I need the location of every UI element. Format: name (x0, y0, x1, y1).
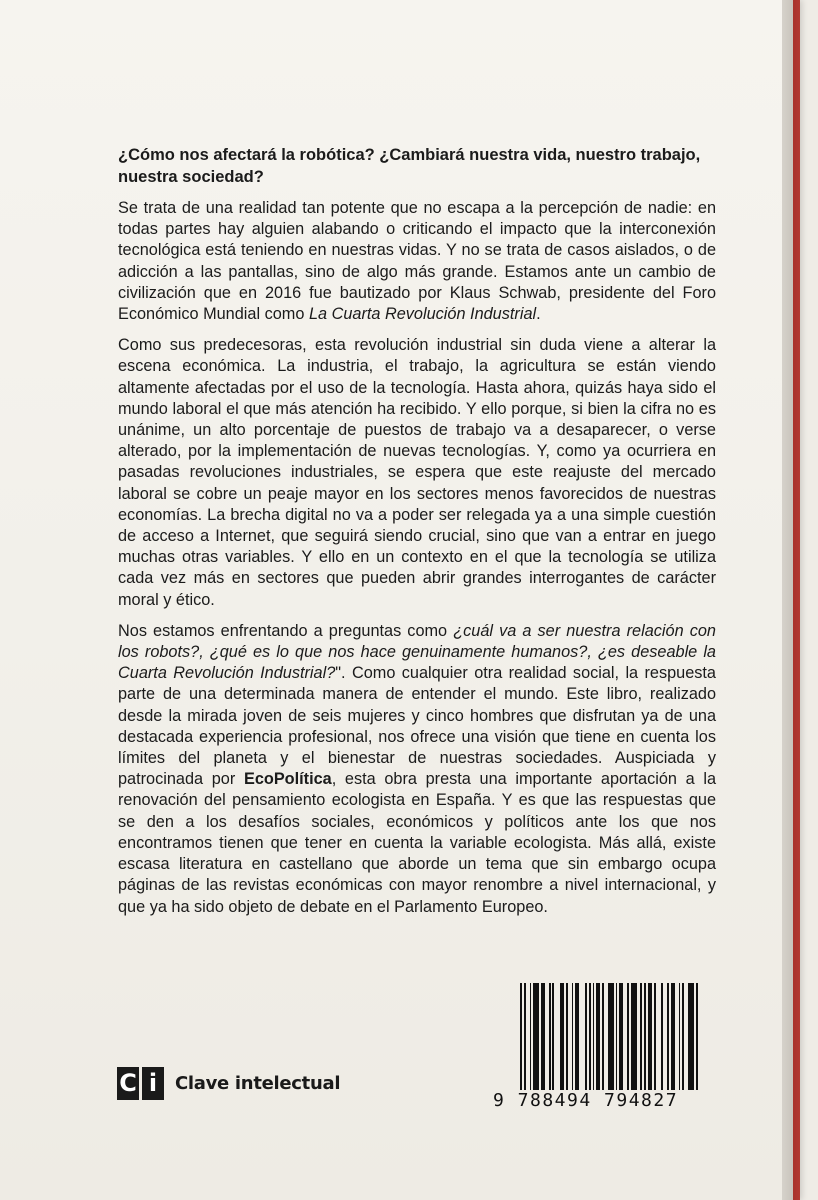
isbn-digits: 9 788494 794827 (493, 1090, 679, 1111)
paragraph-3-questions: ¿cuál va a ser nuestra relación con los robots?, ¿qué es lo que nos hace genuinamente humanos?, ¿es deseable la Cuarta Revolución Industrial? (118, 621, 716, 683)
spine-edge (782, 0, 800, 1200)
paragraph-3-sponsor: EcoPolítica (243, 770, 332, 789)
paragraph-2: Como sus predecesoras, esta revolución industrial sin duda viene a alterar la escena económica. La industria, el trabajo, la agricultura se están viendo altamente afectadas por el uso de la tecnología. Hasta ahora, quizás haya sido el mundo laboral el que más atención ha recibido. Y ello porque, si bien la cifra no es unánime, un alto porcentaje de puestos de trabajo va a desaparecer, o verse alterado, por la implementación de nuevas tecnologías. Y, como ya ocurriera en pasadas revoluciones industriales, se espera que este reajuste del mercado laboral se cobre un peaje mayor en los sectores menos favorecidos de nuestras economías. La brecha digital no va a poder ser relegada ya a una simple cuestión de acceso a Internet, que seguirá siendo crucial, sino que van a entrar en juego muchas otras variables. Y ello en un contexto en el que la tecnología se utiliza cada vez más en sectores que pueden abrir grandes interrogantes de carácter moral y ético. (118, 336, 716, 609)
logo-letter-i: i (142, 1067, 164, 1100)
paragraph-1-title: La Cuarta Revolución Industrial (308, 305, 537, 324)
isbn-barcode (493, 983, 713, 1118)
blurb-heading: ¿Cómo nos afectará la robótica? ¿Cambiará nuestra vida, nuestro trabajo, nuestra sociedad? (118, 146, 701, 186)
logo-letter-c: C (117, 1067, 139, 1100)
paragraph-1 (118, 198, 716, 325)
barcode-gap (698, 983, 700, 1090)
paragraph-3-start: Nos estamos enfrentando a preguntas como (118, 621, 454, 640)
publisher-logo (117, 1067, 340, 1100)
barcode-icon (520, 983, 700, 1090)
blurb-text (118, 145, 716, 928)
paragraph-1-text: Se trata de una realidad tan potente que no escapa a la percepción de nadie: en todas partes hay alguien alabando o criticando el impacto que la interconexión tecnológica está teniendo en nuestras vidas. Y no se trata de casos aislados, o de adicción a las pantallas, sino de algo más grande. Estamos ante un cambio de civilización que en 2016 fue bautizado por Klaus Schwab, presidente del Foro Económico Mundial como (118, 199, 716, 324)
paragraph-3-middle: ". Como cualquier otra realidad social, la respuesta parte de una determinada manera de entender el mundo. Este libro, realizado desde la mirada joven de seis mujeres y cinco hombres que disfrutan ya de una destacada experiencia profesional, nos ofrece una visión que tiene en cuenta los límites del planeta y el bienestar de nuestras sociedades. Auspiciada y patrocinada por (118, 664, 716, 789)
paragraph-3-end: , esta obra presta una importante aportación a la renovación del pensamiento ecologista en España. Y es que las respuestas que se den a los desafíos sociales, económicos y políticos ante los que nos encontramos tienen que tener en cuenta la variable ecologista. Más allá, existe escasa literatura en castellano que aborde un tema que sin embargo ocupa páginas de las revistas económicas con mayor renombre a nivel internacional, y que ya ha sido objeto de debate en el Parlamento Europeo. (118, 770, 717, 916)
paragraph-3 (118, 621, 716, 918)
paragraph-1-end: . (536, 305, 541, 324)
publisher-name: Clave intelectual (175, 1073, 341, 1094)
